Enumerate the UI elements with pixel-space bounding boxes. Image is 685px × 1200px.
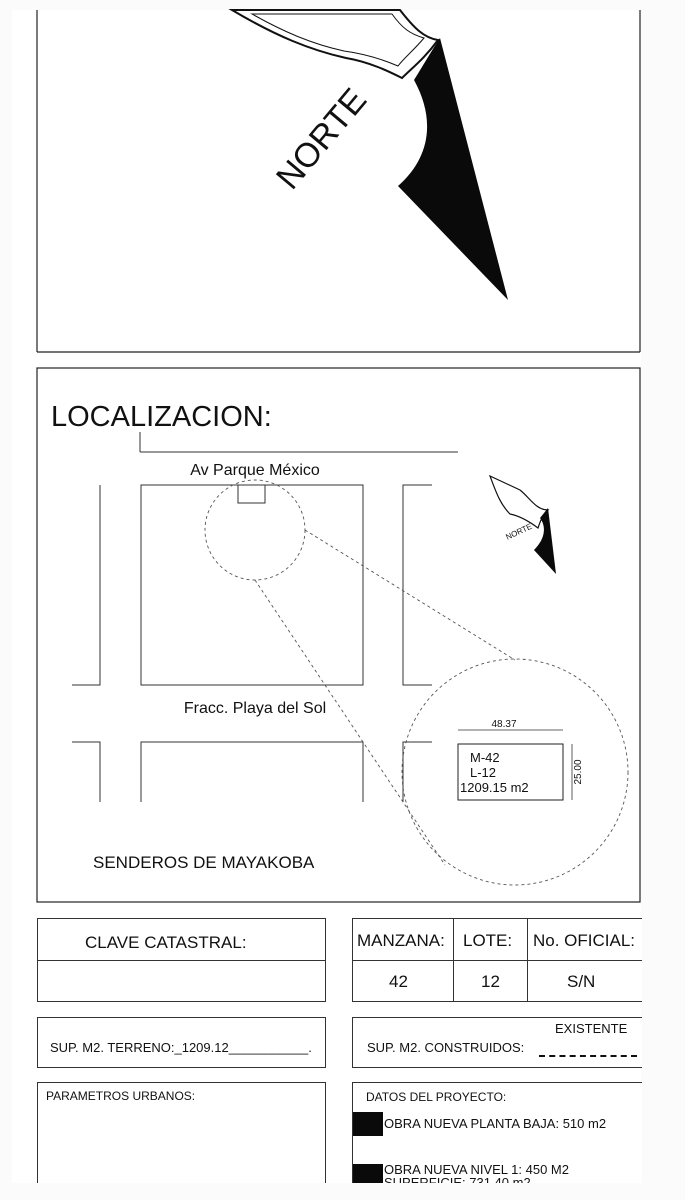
manzana-label: MANZANA: [357, 931, 445, 950]
sup-construidos-blank [539, 1055, 637, 1057]
north-arrow-point [398, 38, 508, 300]
lot-table-col1 [453, 919, 454, 1001]
block-right-top [403, 485, 432, 685]
street-middle-label: Fracc. Playa del Sol [183, 700, 327, 717]
lot-table-divider [353, 960, 642, 961]
callout-line-bottom [255, 580, 445, 865]
no-oficial-value: S/N [567, 972, 596, 991]
north-label: NORTE [268, 81, 375, 197]
sup-construidos-box [352, 1017, 642, 1068]
width-dim-label: 48.37 [491, 719, 517, 730]
small-north-label: NORTE [504, 521, 534, 542]
lot-data-table [352, 918, 642, 1002]
datos-proyecto-title: DATOS DEL PROYECTO: [366, 1090, 507, 1104]
locator-callout [205, 480, 628, 885]
datos-item: OBRA NUEVA NIVEL 1: 450 M2 [384, 1162, 569, 1177]
parametros-box [37, 1082, 326, 1192]
lot-detail [458, 719, 584, 800]
sup-terreno-label: SUP. M2. TERRENO:_1209.12___________. [50, 1040, 312, 1055]
existente-label: EXISTENTE [555, 1021, 628, 1036]
block-left-bottom [72, 742, 100, 802]
development-label: SENDEROS DE MAYAKOBA [93, 853, 315, 872]
small-north-arrow-icon [490, 476, 556, 574]
small-north-arrow-wing [490, 476, 548, 528]
manzana-value: 42 [389, 972, 408, 991]
north-arrow-icon [232, 10, 508, 300]
block-right-bottom [403, 742, 432, 802]
callout-line-top [305, 530, 515, 660]
clave-catastral-box [37, 918, 326, 1002]
lot-number-label: L-12 [470, 765, 497, 780]
parametros-label: PARAMETROS URBANOS: [46, 1089, 196, 1103]
planta-baja-swatch [353, 1112, 383, 1136]
lot-marker [238, 485, 265, 503]
lot-block-label: M-42 [470, 750, 500, 765]
page-bottom-margin [0, 1183, 685, 1200]
location-title: LOCALIZACION: [51, 401, 272, 433]
lot-area-label: 1209.15 m2 [460, 780, 529, 795]
block-center-bottom [141, 742, 363, 802]
sup-terreno-box [37, 1017, 326, 1068]
no-oficial-label: No. OFICIAL: [533, 931, 636, 950]
street-blocks [72, 485, 432, 802]
datos-item: OBRA NUEVA PLANTA BAJA: 510 m2 [384, 1116, 607, 1131]
lot-table-col2 [527, 919, 528, 1001]
lote-value: 12 [481, 972, 500, 991]
block-left-top [72, 485, 100, 685]
datos-proyecto-box [352, 1082, 642, 1192]
locator-circle-small [205, 480, 305, 580]
depth-dim-label: 25.00 [573, 759, 584, 785]
location-frame [37, 368, 640, 902]
clave-divider [38, 960, 325, 961]
lote-label: LOTE: [463, 931, 513, 950]
block-main [141, 485, 363, 685]
street-top-label: Av Parque México [190, 462, 320, 479]
sup-construidos-label: SUP. M2. CONSTRUIDOS: [367, 1040, 525, 1055]
clave-catastral-label: CLAVE CATASTRAL: [85, 933, 247, 952]
